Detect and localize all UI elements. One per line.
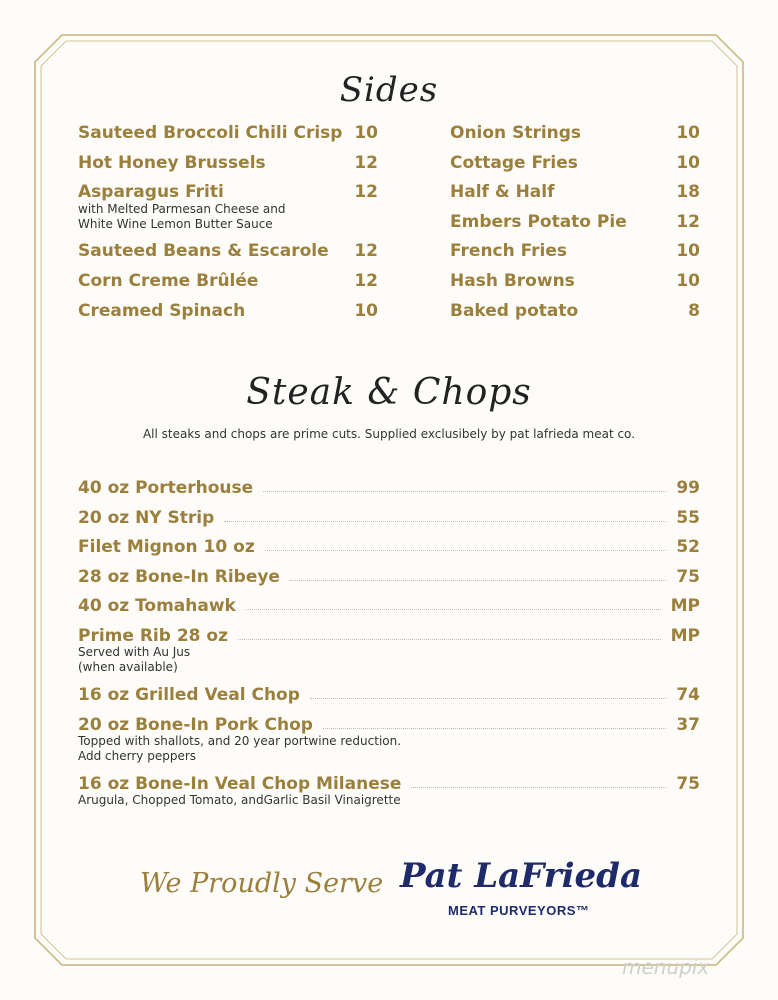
dot-leader [224, 521, 666, 522]
side-item-price: 10 [354, 123, 378, 143]
side-item-name: Onion Strings [450, 123, 582, 143]
steak-item [78, 714, 700, 736]
dot-leader [290, 580, 666, 581]
side-item-name: Asparagus Friti [78, 182, 224, 202]
side-item-price: 12 [676, 212, 700, 232]
steak-item [78, 566, 700, 588]
steak-item-price: 55 [676, 508, 700, 528]
side-item-price: 10 [354, 301, 378, 321]
steak-chops-heading: Steak & Chops [246, 372, 532, 413]
dot-leader [246, 609, 661, 610]
steak-item-name: 16 oz Grilled Veal Chop [78, 685, 300, 705]
dot-leader [265, 550, 667, 551]
side-item-price: 12 [354, 271, 378, 291]
side-item-name: French Fries [450, 241, 568, 261]
steak-item-desc: (when available) [78, 660, 178, 674]
steak-item-desc: Topped with shallots, and 20 year portwine reduction. [78, 734, 402, 748]
side-item-price: 12 [354, 182, 378, 202]
meat-purveyors-label: MEAT PURVEYORS™ [448, 903, 590, 918]
dot-leader [323, 728, 666, 729]
side-item-name: Hash Browns [450, 271, 575, 291]
steak-item-name: 20 oz Bone-In Pork Chop [78, 715, 313, 735]
steak-item [78, 773, 700, 795]
steak-item-price: 75 [676, 567, 700, 587]
side-item-name: Half & Half [450, 182, 555, 202]
steak-item [78, 477, 700, 499]
steak-item-desc: Served with Au Jus [78, 645, 191, 659]
steak-item [78, 507, 700, 529]
side-item-name: Creamed Spinach [78, 301, 246, 321]
steak-item-name: Prime Rib 28 oz [78, 626, 228, 646]
side-item-name: Embers Potato Pie [450, 212, 627, 232]
steak-item-price: 74 [676, 685, 700, 705]
steak-item-price: 52 [676, 537, 700, 557]
steak-item-desc: Arugula, Chopped Tomato, andGarlic Basil Vinaigrette [78, 793, 401, 807]
steak-item-name: 40 oz Porterhouse [78, 478, 254, 498]
side-item-price: 10 [676, 241, 700, 261]
steak-subtitle: All steaks and chops are prime cuts. Supplied exclusibely by pat lafrieda meat co. [142, 427, 636, 441]
side-item-price: 8 [688, 301, 700, 321]
dot-leader [263, 491, 666, 492]
side-item-price: 12 [354, 241, 378, 261]
side-item-name: Cottage Fries [450, 153, 578, 173]
steak-item-price: MP [670, 626, 700, 646]
steak-item [78, 536, 700, 558]
side-item-desc: with Melted Parmesan Cheese and [78, 202, 286, 216]
side-item-price: 10 [676, 271, 700, 291]
side-item-price: 18 [676, 182, 700, 202]
side-item-price: 12 [354, 153, 378, 173]
side-item-name: Corn Creme Brûlée [78, 271, 259, 291]
steak-item-price: 99 [676, 478, 700, 498]
steak-item-desc: Add cherry peppers [78, 749, 197, 763]
steak-item [78, 684, 700, 706]
steak-item-name: 40 oz Tomahawk [78, 596, 236, 616]
side-item-price: 10 [676, 123, 700, 143]
side-item-name: Sauteed Beans & Escarole [78, 241, 329, 261]
side-item-desc: White Wine Lemon Butter Sauce [78, 217, 273, 231]
sides-heading: Sides [339, 70, 439, 110]
steak-item-price: 37 [676, 715, 700, 735]
steak-item-price: MP [670, 596, 700, 616]
we-proudly-serve: We Proudly Serve [140, 868, 384, 899]
pat-lafrieda-logo: Pat LaFrieda [400, 856, 642, 896]
steak-item-price: 75 [676, 774, 700, 794]
menupix-watermark: menupix [622, 955, 710, 979]
dot-leader [411, 787, 666, 788]
side-item-price: 10 [676, 153, 700, 173]
steak-item-name: 16 oz Bone-In Veal Chop Milanese [78, 774, 402, 794]
steak-item-name: 28 oz Bone-In Ribeye [78, 567, 280, 587]
steak-item-name: Filet Mignon 10 oz [78, 537, 255, 557]
steak-item-name: 20 oz NY Strip [78, 508, 215, 528]
dot-leader [310, 698, 666, 699]
steak-item [78, 595, 700, 617]
dot-leader [238, 639, 661, 640]
side-item-name: Sauteed Broccoli Chili Crisp [78, 123, 343, 143]
side-item-name: Baked potato [450, 301, 579, 321]
steak-item [78, 625, 700, 647]
side-item-name: Hot Honey Brussels [78, 153, 266, 173]
